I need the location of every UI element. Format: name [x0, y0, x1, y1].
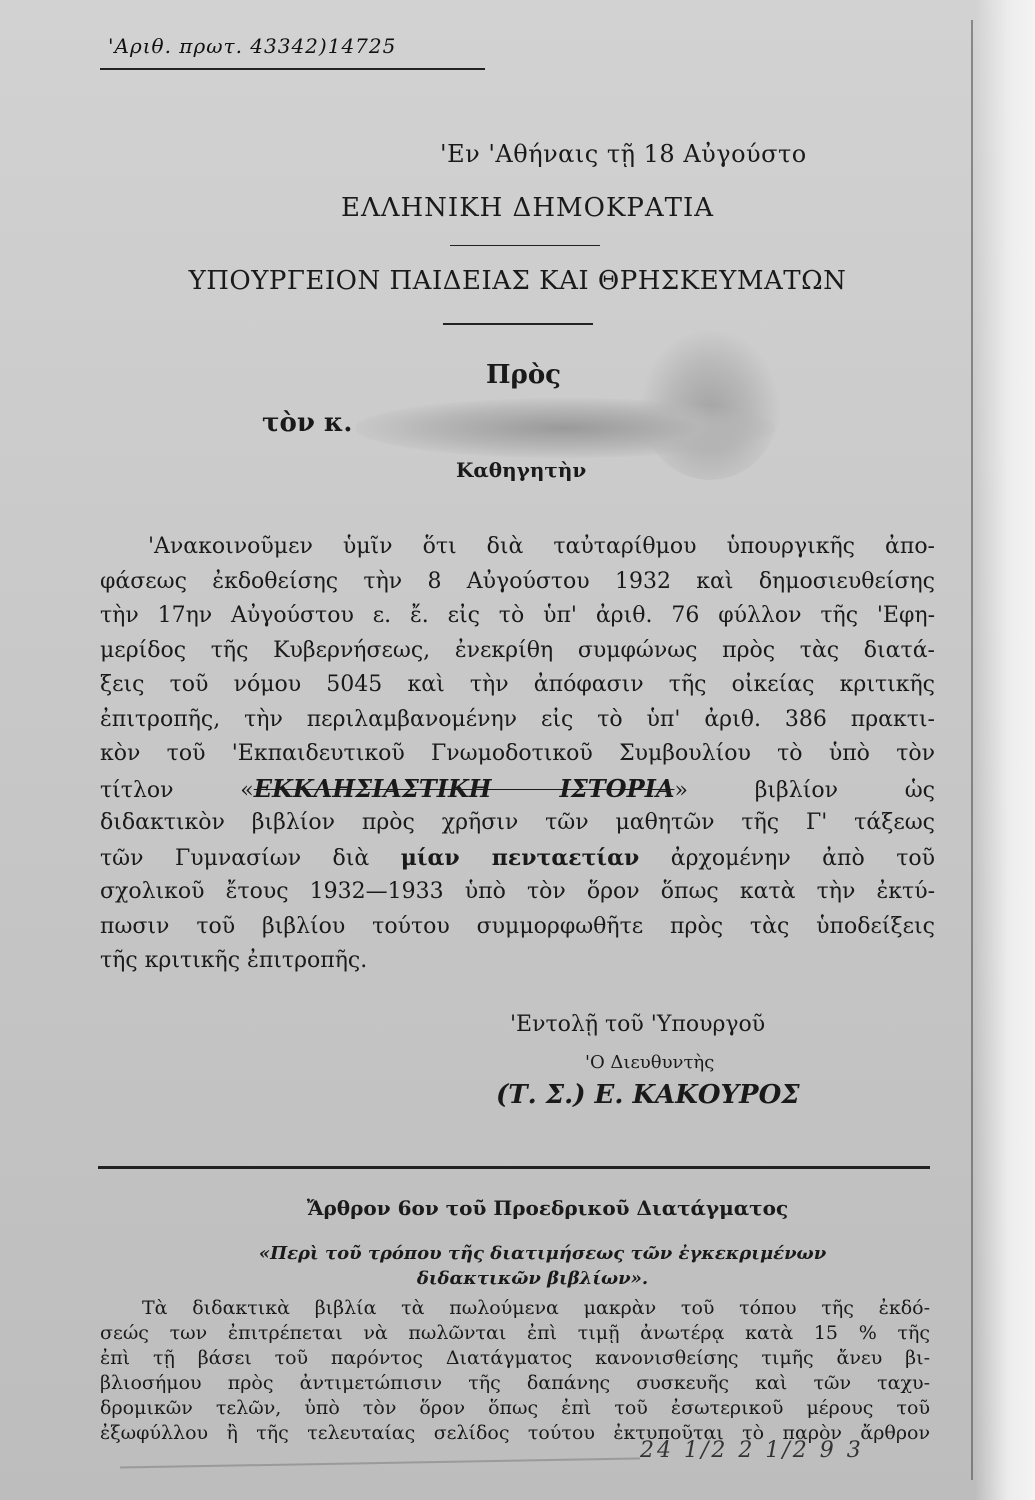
addressee-title: Καθηγητὴν — [456, 458, 587, 482]
letter-line: 'Ανακοινοῦμεν ὑμῖν ὅτι διὰ ταὐταρίθμου ὑπουργικῆς ἀπο- — [148, 534, 935, 559]
letter-line: μερίδος τῆς Κυβερνήσεως, ἐνεκρίθη συμφώνως πρὸς τὰς διατά- — [100, 637, 935, 663]
header-divider — [443, 323, 593, 325]
date-line: 'Εν 'Αθήναις τῇ 18 Αὐγούστο — [440, 140, 807, 168]
letter-line — [100, 772, 935, 807]
pencil-mark — [120, 1457, 640, 1468]
letter-line: τὴν 17ην Αὐγούστου ε. ἔ. εἰς τὸ ὑπ' ἀριθ. 76 φύλλον τῆς 'Εφη- — [100, 603, 935, 628]
article-line: ἐπὶ τῇ βάσει τοῦ παρόντος Διατάγματος κανονισθείσης τιμῆς ἄνευ βι- — [100, 1347, 930, 1369]
book-title: ΕΚΚΛΗΣΙΑΣΤΙΚΗ ΙΣΤΟΡΙΑ — [253, 773, 675, 803]
letter-line: κὸν τοῦ 'Εκπαιδευτικοῦ Γνωμοδοτικοῦ Συμβουλίου τὸ ὑπὸ τὸν — [100, 741, 935, 766]
article-body — [100, 1296, 930, 1446]
addressee-name: τὸν κ. — [262, 408, 353, 438]
letter-line: σχολικοῦ ἔτους 1932—1933 ὑπὸ τὸν ὅρον ὅπως κατὰ τὴν ἐκτύ- — [100, 879, 935, 904]
letter-line: ξεις τοῦ νόμου 5045 καὶ τὴν ἀπόφασιν τῆς οἰκείας κριτικῆς — [100, 672, 935, 697]
letter-line: διδακτικὸν βιβλίον πρὸς χρῆσιν τῶν μαθητῶν τῆς Γ' τάξεως — [100, 810, 935, 835]
signature-role: 'Ο Διευθυντὴς — [585, 1052, 715, 1073]
letter-line: φάσεως ἐκδοθείσης τὴν 8 Αὐγούστου 1932 καὶ δημοσιευθείσης — [100, 568, 935, 594]
reference-underline — [100, 68, 485, 70]
article-subtitle: διδακτικῶν βιβλίων». — [416, 1268, 649, 1289]
signature-name: (Τ. Σ.) Ε. ΚΑΚΟΥΡΟΣ — [496, 1080, 800, 1110]
letter-text: » βιβλίον ὡς — [674, 777, 935, 803]
addressee-pros: Πρὸς — [486, 360, 562, 390]
letter-line: ἐπιτροπῆς, τὴν περιλαμβανομένην εἰς τὸ ὑπ' ἀριθ. 386 πρακτι- — [100, 706, 935, 732]
letter-text: τῶν Γυμνασίων διὰ — [100, 845, 401, 871]
article-line: σεώς των ἐπιτρέπεται νὰ πωλῶνται ἐπὶ τιμῇ ἀνωτέρᾳ κατὰ 15 % τῆς — [100, 1322, 930, 1344]
letter-line: πωσιν τοῦ βιβλίου τούτου συμμορφωθῆτε πρὸς τὰς ὑποδείξεις — [100, 913, 935, 939]
letter-line — [100, 841, 935, 876]
letter-text: τίτλον « — [100, 777, 254, 803]
header-divider — [450, 245, 600, 246]
article-subtitle: «Περὶ τοῦ τρόπου τῆς διατιμήσεως τῶν ἐγκεκριμένων — [258, 1243, 827, 1264]
letter-text: ἀρχομένην ἀπὸ τοῦ — [639, 845, 935, 871]
section-divider — [98, 1166, 930, 1169]
approval-period: μίαν πενταετίαν — [400, 844, 640, 871]
erased-area — [355, 398, 775, 458]
article-line: δρομικῶν τελῶν, ὑπὸ τὸν ὅρον ὅπως ἐπὶ τοῦ ἐσωτερικοῦ μέρους τοῦ — [100, 1397, 930, 1419]
article-line: βλιοσήμου πρὸς ἀντιμετώπισιν τῆς δαπάνης συσκευῆς καὶ τῶν ταχυ- — [100, 1372, 930, 1394]
state-header: ΕΛΛΗΝΙΚΗ ΔΗΜΟΚΡΑΤΙΑ — [340, 193, 715, 223]
letter-line: τῆς κριτικῆς ἐπιτροπῆς. — [100, 948, 368, 973]
article-title: Ἄρθρον 6ον τοῦ Προεδρικοῦ Διατάγματος — [306, 1196, 789, 1220]
ministry-header: ΥΠΟΥΡΓΕΙΟΝ ΠΑΙΔΕΙΑΣ ΚΑΙ ΘΡΗΣΚΕΥΜΑΤΩΝ — [188, 266, 847, 296]
pencil-note: 24 1/2 2 1/2 9 3 — [640, 1438, 864, 1463]
article-line: ἐξωφύλλου ἢ τῆς τελευταίας σελίδος τούτου ἐκτυποῦται τὸ παρὸν ἄρθρον — [100, 1422, 930, 1444]
signature-order: 'Εντολῇ τοῦ 'Υπουργοῦ — [510, 1012, 766, 1037]
protocol-number: 'Αριθ. πρωτ. 43342)14725 — [108, 34, 397, 58]
article-line: Τὰ διδακτικὰ βιβλία τὰ πωλούμενα μακρὰν τοῦ τόπου τῆς ἐκδό- — [142, 1297, 930, 1319]
letter-body — [100, 530, 935, 979]
